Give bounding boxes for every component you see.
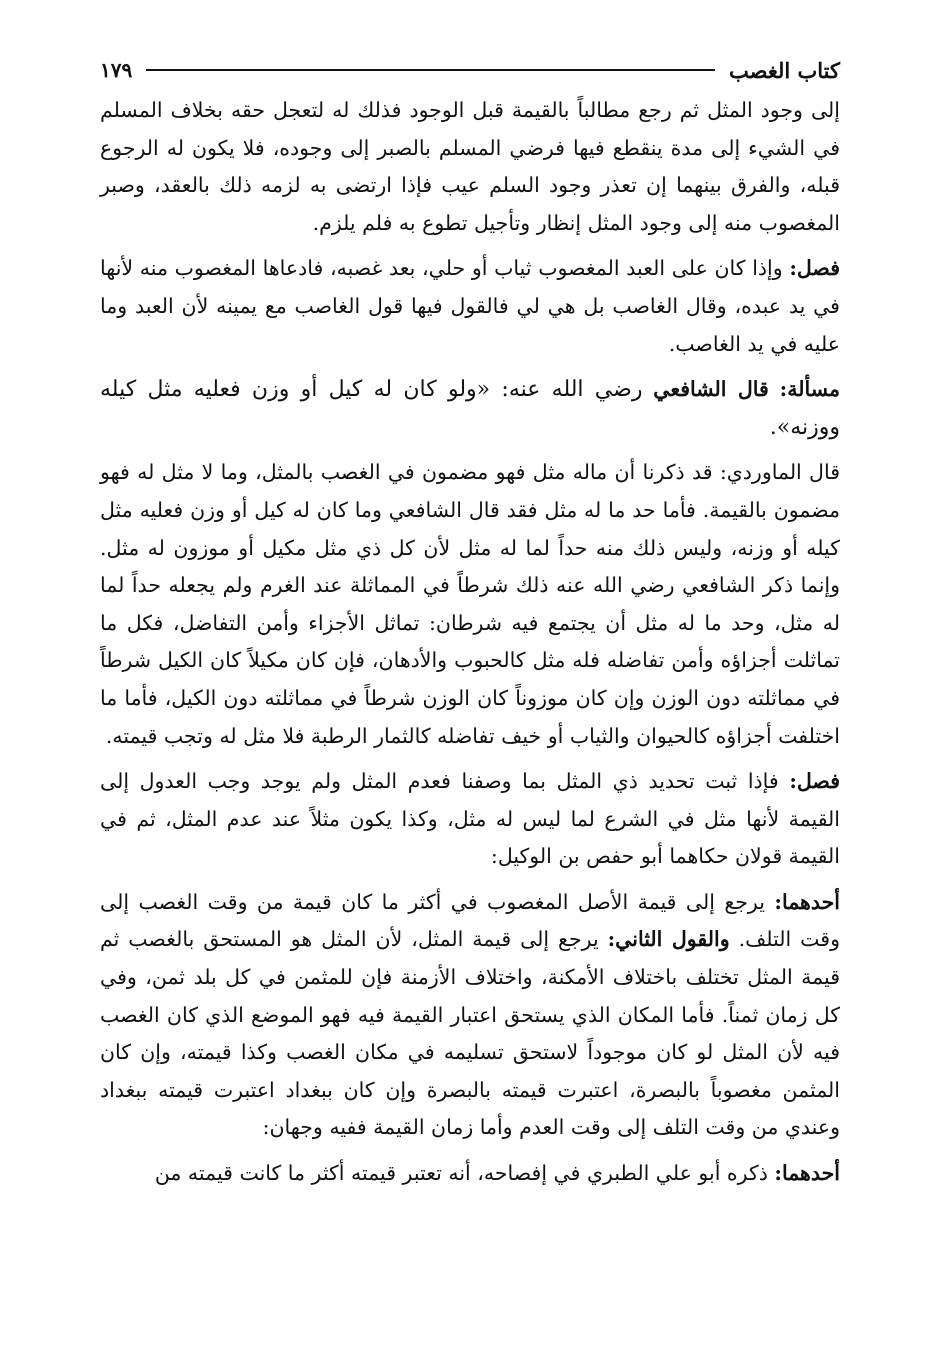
paragraph [100,92,840,242]
section-lead: أحدهما: [774,889,840,914]
paragraph [100,454,840,755]
paragraph-text: يرجع إلى قيمة الأصل المغصوب في أكثر ما كان قيمة من وقت الغصب إلى وقت التلف. [100,889,840,952]
paragraph [100,1155,840,1193]
paragraph-text: فإذا ثبت تحديد ذي المثل بما وصفنا فعدم المثل ولم يوجد وجب العدول إلى القيمة لأنها مثل في الشرع لما ليس له مثل، وكذا يكون مثلاً عند عدم المثل، ثم في القيمة قولان حكاهما أبو حفص بن الوكيل: [100,769,840,869]
section-lead: أحدهما: [774,1161,840,1186]
header-rule [146,69,715,71]
paragraph-text: ذكره أبو علي الطبري في إفصاحه، أنه تعتبر قيمته أكثر ما كانت قيمته من [154,1161,768,1186]
paragraph [100,763,840,876]
paragraph-text: وإذا كان على العبد المغصوب ثياب أو حلي، بعد غصبه، فادعاها المغصوب منه لأنها في يد عبده، وقال الغاصب بل هي لي فالقول فيها قول الغاصب مع يمينه لأن العبد وما عليه في يد الغاصب. [100,256,840,356]
page [100,50,840,1193]
paragraph [100,250,840,363]
paragraph [100,371,840,446]
paragraph [100,884,840,1147]
quoted-speaker: قال الشافعي [653,377,769,402]
paragraph-text: يرجع إلى قيمة المثل، لأن المثل هو المستحق بالغصب ثم قيمة المثل تختلف باختلاف الأمكنة، واختلاف الأزمنة فإن للمثمن في كل بلد ثمن، وفي كل زمان ثمناً. فأما المكان الذي يستحق اعتبار القيمة فيه فهو الموضع الذي كان الغصب فيه لأن المثل لو كان موجوداً لاستحق تسليمه في مكان الغصب وكذا قيمته، وإن كان المثمن مغصوباً بالبصرة، اعتبرت قيمته بالبصرة وإن كان ببغداد اعتبرت قيمته ببغداد وعندي من وقت التلف إلى وقت العدم وأما زمان القيمة ففيه وجهان: [100,927,840,1140]
paragraph-text: إلى وجود المثل ثم رجع مطالباً بالقيمة قبل الوجود فذلك له لتعجل حقه بخلاف المسلم في الشيء إلى مدة ينقطع فيها فرضي المسلم بالصبر إلى وجوده، فلا يكون له الرجوع قبله، والفرق بينهما إن تعذر وجود السلم عيب فإذا ارتضى به لزمه ذلك بالعقد، وصبر المغصوب منه إلى وجود المثل إنظار وتأجيل تطوع به فلم يلزم. [100,98,840,235]
running-header [100,50,840,90]
quoted-text: رضي الله عنه: «ولو كان له كيل أو وزن فعليه مثل كيله ووزنه». [100,377,840,440]
section-lead: فصل: [789,769,840,794]
section-lead: والقول الثاني: [607,927,730,952]
body-text [100,92,840,1193]
paragraph-text: قال الماوردي: قد ذكرنا أن ماله مثل فهو مضمون في الغصب بالمثل، وما لا مثل له فهو مضمون بالقيمة. فأما حد ما له مثل فقد قال الشافعي وما كان له كيل أو وزن فعليه مثل كيله أو وزنه، وليس ذلك منه حداً لما له مثل لأن كل ذي مثل مكيل أو موزون له مثل. وإنما ذكر الشافعي رضي الله عنه ذلك شرطاً في المماثلة عند الغرم ولم يجعله حداً لما له مثل، وحد ما له مثل أن يجتمع فيه شرطان: تماثل الأجزاء وأمن التفاضل، فكل ما تماثلت أجزاؤه وأمن تفاضله فله مثل كالحبوب والأدهان، فإن كان مكيلاً كان الكيل شرطاً في مماثلته دون الوزن وإن كان موزوناً كان الوزن شرطاً في مماثلته دون الكيل، فأما ما اختلفت أجزاؤه كالحيوان والثياب أو خيف تفاضله كالثمار الرطبة فلا مثل له وتجب قيمته. [100,460,840,748]
section-lead: فصل: [789,256,840,281]
chapter-title: كتاب الغصب [728,57,840,83]
section-lead: مسألة: [779,377,840,402]
page-number: ١٧٩ [100,58,133,82]
